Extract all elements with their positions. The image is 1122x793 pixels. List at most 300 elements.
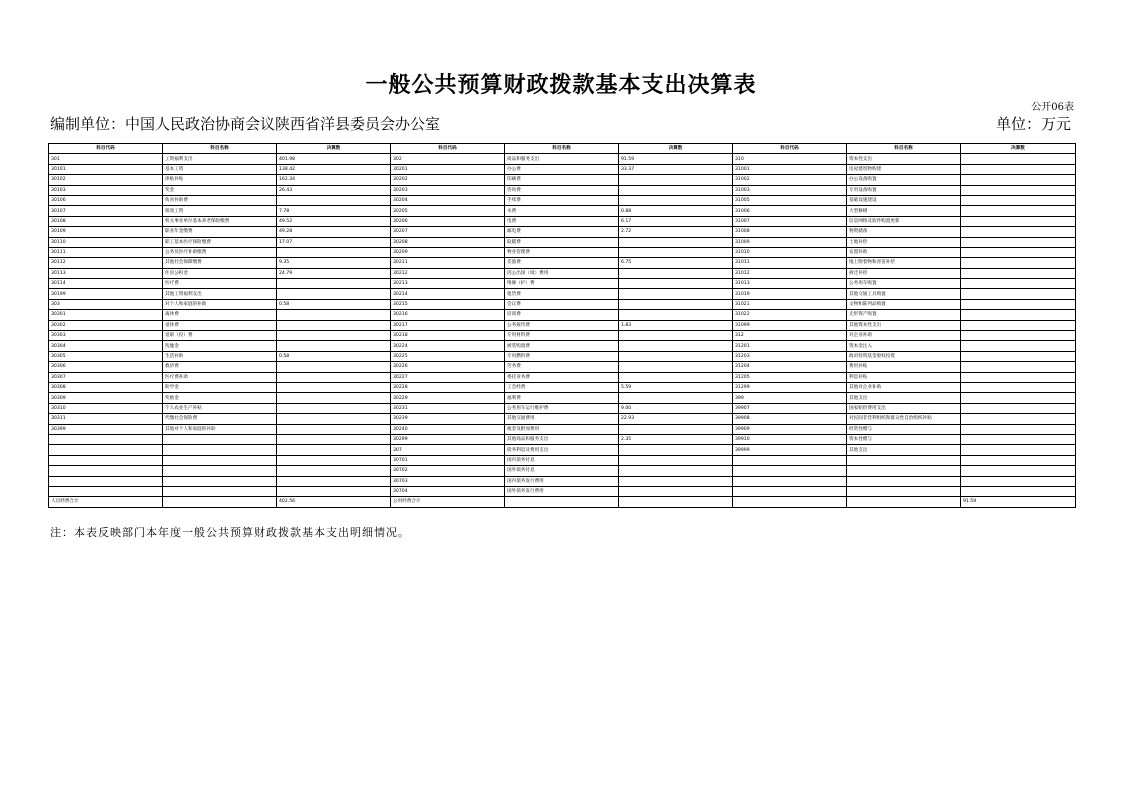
table-cell <box>619 299 733 309</box>
table-cell <box>163 455 277 465</box>
table-cell: 30309 <box>49 393 163 403</box>
table-cell: 39909 <box>733 424 847 434</box>
table-cell: 30110 <box>49 237 163 247</box>
table-row <box>49 154 1076 164</box>
table-row <box>49 382 1076 392</box>
table-cell: 公务接待费 <box>505 320 619 330</box>
table-cell: 大型修缮 <box>847 206 961 216</box>
table-cell <box>961 372 1076 382</box>
table-cell: 水费 <box>505 206 619 216</box>
table-cell: 办公设备购置 <box>847 175 961 185</box>
table-row <box>49 268 1076 278</box>
table-cell: 30226 <box>391 362 505 372</box>
table-cell: 文物和陈列品购置 <box>847 299 961 309</box>
table-cell <box>961 237 1076 247</box>
table-cell: 31008 <box>733 227 847 237</box>
table-row <box>49 227 1076 237</box>
table-cell: 6.75 <box>619 258 733 268</box>
table-cell: 5.59 <box>619 382 733 392</box>
table-cell: 国内债务付息 <box>505 455 619 465</box>
table-cell <box>961 258 1076 268</box>
table-cell: 政府投资基金股权投资 <box>847 351 961 361</box>
table-cell: 2.72 <box>619 227 733 237</box>
table-cell: 维修（护）费 <box>505 279 619 289</box>
table-cell: 30101 <box>49 164 163 174</box>
table-cell: 0.58 <box>277 351 391 361</box>
table-cell: 9.35 <box>277 258 391 268</box>
table-cell: 30205 <box>391 206 505 216</box>
table-cell <box>619 289 733 299</box>
table-row <box>49 434 1076 444</box>
table-cell <box>961 414 1076 424</box>
table-row <box>49 486 1076 496</box>
table-cell: 30202 <box>391 175 505 185</box>
table-cell: 31013 <box>733 279 847 289</box>
table-cell: 绩效工资 <box>163 206 277 216</box>
table-cell: 电费 <box>505 216 619 226</box>
table-cell: 30307 <box>49 372 163 382</box>
table-cell <box>733 497 847 507</box>
table-cell: 303 <box>49 299 163 309</box>
column-header: 科目名称 <box>163 144 277 154</box>
column-header: 科目代码 <box>49 144 163 154</box>
table-cell <box>961 455 1076 465</box>
table-cell <box>619 247 733 257</box>
table-cell <box>277 455 391 465</box>
table-cell: 其他资本性支出 <box>847 320 961 330</box>
table-cell <box>277 466 391 476</box>
table-cell: 办公费 <box>505 164 619 174</box>
table-cell: 30211 <box>391 258 505 268</box>
table-cell: 专用材料费 <box>505 331 619 341</box>
table-cell: 30107 <box>49 206 163 216</box>
table-cell: 资本金注入 <box>847 341 961 351</box>
table-cell <box>163 486 277 496</box>
table-cell <box>961 206 1076 216</box>
table-cell: 债务利息及费用支出 <box>505 445 619 455</box>
expenditure-table <box>48 143 1076 508</box>
table-cell <box>961 424 1076 434</box>
table-cell: 30109 <box>49 227 163 237</box>
table-cell: 30311 <box>49 414 163 424</box>
table-cell: 402.56 <box>277 497 391 507</box>
table-cell: 公用经费合计 <box>391 497 505 507</box>
table-cell: 离休费 <box>163 310 277 320</box>
table-cell <box>277 382 391 392</box>
table-cell <box>277 341 391 351</box>
table-cell: 30302 <box>49 320 163 330</box>
table-cell <box>277 279 391 289</box>
table-cell <box>733 476 847 486</box>
table-cell: 税金及附加费用 <box>505 424 619 434</box>
table-cell <box>277 434 391 444</box>
table-cell: 310 <box>733 154 847 164</box>
table-cell: 30310 <box>49 403 163 413</box>
table-cell <box>619 341 733 351</box>
table-cell: 邮电费 <box>505 227 619 237</box>
table-cell: 其他社会保障缴费 <box>163 258 277 268</box>
table-cell: 资本性支出 <box>847 154 961 164</box>
table-cell <box>619 331 733 341</box>
table-cell: 其他商品和服务支出 <box>505 434 619 444</box>
table-cell: 助学金 <box>163 382 277 392</box>
table-cell: 其他工资福利支出 <box>163 289 277 299</box>
table-cell: 39910 <box>733 434 847 444</box>
table-row <box>49 362 1076 372</box>
table-cell <box>961 299 1076 309</box>
table-cell: 91.59 <box>619 154 733 164</box>
table-cell <box>961 195 1076 205</box>
reporting-unit: 编制单位：中国人民政治协商会议陕西省洋县委员会办公室 <box>50 115 441 133</box>
table-body <box>49 154 1076 507</box>
table-cell: 其他支出 <box>847 445 961 455</box>
column-header: 科目名称 <box>847 144 961 154</box>
table-cell: 印刷费 <box>505 175 619 185</box>
table-cell <box>961 434 1076 444</box>
table-cell: 30206 <box>391 216 505 226</box>
table-row <box>49 299 1076 309</box>
table-cell <box>163 445 277 455</box>
table-cell: 奖金 <box>163 185 277 195</box>
table-row <box>49 455 1076 465</box>
table-cell: 30228 <box>391 382 505 392</box>
table-cell: 手续费 <box>505 195 619 205</box>
table-cell <box>619 268 733 278</box>
table-cell: 基础设施建设 <box>847 195 961 205</box>
table-cell: 国家赔偿费用支出 <box>847 403 961 413</box>
table-cell: 31012 <box>733 268 847 278</box>
table-cell: 31006 <box>733 206 847 216</box>
table-cell <box>961 351 1076 361</box>
table-cell: 7.78 <box>277 206 391 216</box>
table-cell: 138.42 <box>277 164 391 174</box>
table-cell: 31007 <box>733 216 847 226</box>
table-cell: 30703 <box>391 476 505 486</box>
table-cell: 救济费 <box>163 362 277 372</box>
table-cell <box>847 476 961 486</box>
table-cell: 30224 <box>391 341 505 351</box>
table-cell: 其他对个人和家庭的补助 <box>163 424 277 434</box>
table-cell: 24.79 <box>277 268 391 278</box>
table-cell: 30308 <box>49 382 163 392</box>
table-row <box>49 445 1076 455</box>
table-cell <box>619 351 733 361</box>
table-cell <box>733 466 847 476</box>
table-cell <box>505 497 619 507</box>
table-cell: 33.37 <box>619 164 733 174</box>
table-cell: 医疗费 <box>163 279 277 289</box>
table-cell <box>49 434 163 444</box>
table-cell <box>961 310 1076 320</box>
table-cell: 房屋建筑物购建 <box>847 164 961 174</box>
table-cell: 物资储备 <box>847 227 961 237</box>
table-cell: 职业年金缴费 <box>163 227 277 237</box>
table-cell <box>619 279 733 289</box>
table-cell <box>619 185 733 195</box>
table-cell: 经常性赠与 <box>847 424 961 434</box>
table-cell: 0.88 <box>619 206 733 216</box>
table-cell: 专用燃料费 <box>505 351 619 361</box>
table-cell: 津贴补贴 <box>163 175 277 185</box>
table-cell <box>961 164 1076 174</box>
table-cell <box>961 382 1076 392</box>
table-cell <box>277 393 391 403</box>
table-cell: 31099 <box>733 320 847 330</box>
table-cell <box>619 445 733 455</box>
table-cell: 91.59 <box>961 497 1076 507</box>
table-cell: 奖励金 <box>163 393 277 403</box>
table-cell: 租赁费 <box>505 289 619 299</box>
table-row <box>49 476 1076 486</box>
table-cell: 30103 <box>49 185 163 195</box>
table-cell: 30227 <box>391 372 505 382</box>
table-row <box>49 466 1076 476</box>
table-cell: 30204 <box>391 195 505 205</box>
table-cell <box>961 279 1076 289</box>
table-cell: 31001 <box>733 164 847 174</box>
table-cell: 其他交通工具购置 <box>847 289 961 299</box>
table-cell: 安置补助 <box>847 247 961 257</box>
table-cell: 劳务费 <box>505 362 619 372</box>
currency-unit: 单位：万元 <box>995 115 1071 133</box>
table-cell: 39907 <box>733 403 847 413</box>
column-header: 科目名称 <box>505 144 619 154</box>
table-cell: 工会经费 <box>505 382 619 392</box>
table-cell: 30112 <box>49 258 163 268</box>
table-row <box>49 310 1076 320</box>
table-cell <box>961 320 1076 330</box>
table-cell: 30701 <box>391 455 505 465</box>
table-cell: 30113 <box>49 268 163 278</box>
footnote: 注：本表反映部门本年度一般公共预算财政拨款基本支出明细情况。 <box>50 526 410 539</box>
column-header: 决算数 <box>277 144 391 154</box>
table-cell: 307 <box>391 445 505 455</box>
table-cell: 工资福利支出 <box>163 154 277 164</box>
table-cell <box>49 455 163 465</box>
table-row <box>49 164 1076 174</box>
table-cell: 专用设备购置 <box>847 185 961 195</box>
table-cell: 退职（役）费 <box>163 331 277 341</box>
table-cell: 30215 <box>391 299 505 309</box>
table-header-row <box>49 144 1076 154</box>
table-cell <box>961 185 1076 195</box>
table-cell: 30216 <box>391 310 505 320</box>
table-row <box>49 216 1076 226</box>
table-cell: 国外债务发行费用 <box>505 486 619 496</box>
table-row <box>49 414 1076 424</box>
table-row <box>49 341 1076 351</box>
column-header: 决算数 <box>619 144 733 154</box>
table-cell <box>619 466 733 476</box>
table-cell: 其他对企业补助 <box>847 382 961 392</box>
table-cell <box>961 216 1076 226</box>
table-cell: 对个人和家庭的补助 <box>163 299 277 309</box>
table-cell <box>277 403 391 413</box>
table-cell <box>49 486 163 496</box>
table-row <box>49 320 1076 330</box>
table-cell: 其他支出 <box>847 393 961 403</box>
table-cell <box>277 331 391 341</box>
table-cell <box>619 310 733 320</box>
table-cell: 31205 <box>733 372 847 382</box>
table-cell: 30207 <box>391 227 505 237</box>
totals-row <box>49 497 1076 507</box>
column-header: 决算数 <box>961 144 1076 154</box>
table-cell: 伙食补助费 <box>163 195 277 205</box>
table-cell: 26.43 <box>277 185 391 195</box>
table-cell <box>619 237 733 247</box>
table-cell <box>961 393 1076 403</box>
table-cell: 无形资产购置 <box>847 310 961 320</box>
table-row <box>49 195 1076 205</box>
table-cell: 30218 <box>391 331 505 341</box>
table-cell: 公务员医疗补助缴费 <box>163 247 277 257</box>
table-cell: 30214 <box>391 289 505 299</box>
table-cell <box>619 372 733 382</box>
table-cell: 30303 <box>49 331 163 341</box>
table-cell: 拆迁补偿 <box>847 268 961 278</box>
form-number: 公开06表 <box>1031 102 1074 113</box>
table-cell: 30212 <box>391 268 505 278</box>
table-cell <box>961 247 1076 257</box>
table-cell: 31005 <box>733 195 847 205</box>
table-cell <box>847 466 961 476</box>
table-cell: 30201 <box>391 164 505 174</box>
table-cell: 301 <box>49 154 163 164</box>
table-cell: 31019 <box>733 289 847 299</box>
table-cell: 31201 <box>733 341 847 351</box>
table-cell <box>961 175 1076 185</box>
table-cell <box>619 455 733 465</box>
table-cell: 31204 <box>733 362 847 372</box>
table-cell <box>619 175 733 185</box>
table-cell <box>619 362 733 372</box>
table-cell: 30306 <box>49 362 163 372</box>
table-cell: 30229 <box>391 393 505 403</box>
page-title: 一般公共预算财政拨款基本支出决算表 <box>365 72 757 98</box>
table-row <box>49 185 1076 195</box>
table-row <box>49 331 1076 341</box>
table-cell: 31003 <box>733 185 847 195</box>
table-cell <box>961 227 1076 237</box>
table-cell: 人员经费合计 <box>49 497 163 507</box>
table-cell: 住房公积金 <box>163 268 277 278</box>
table-cell: 对民间非营利组织和群众性自治组织补贴 <box>847 414 961 424</box>
table-cell <box>163 497 277 507</box>
table-cell <box>163 434 277 444</box>
table-cell <box>277 476 391 486</box>
table-cell: 30240 <box>391 424 505 434</box>
table-cell <box>277 362 391 372</box>
table-cell <box>961 403 1076 413</box>
table-cell: 利息补贴 <box>847 372 961 382</box>
table-cell: 医疗费补助 <box>163 372 277 382</box>
table-cell: 30225 <box>391 351 505 361</box>
table-cell: 30217 <box>391 320 505 330</box>
table-row <box>49 279 1076 289</box>
table-row <box>49 424 1076 434</box>
table-row <box>49 351 1076 361</box>
table-cell: 生活补助 <box>163 351 277 361</box>
table-cell: 信息网络及软件购置更新 <box>847 216 961 226</box>
table-cell <box>277 247 391 257</box>
table-cell: 费用补贴 <box>847 362 961 372</box>
table-cell: 会议费 <box>505 299 619 309</box>
column-header: 科目代码 <box>391 144 505 154</box>
table-row <box>49 247 1076 257</box>
table-cell <box>961 362 1076 372</box>
table-cell: 被装购置费 <box>505 341 619 351</box>
table-cell: 地上附着物和青苗补偿 <box>847 258 961 268</box>
table-cell: 30209 <box>391 247 505 257</box>
table-cell: 30305 <box>49 351 163 361</box>
table-cell <box>961 486 1076 496</box>
table-cell: 162.34 <box>277 175 391 185</box>
table-cell: 物业管理费 <box>505 247 619 257</box>
table-cell: 1.83 <box>619 320 733 330</box>
table-cell: 31022 <box>733 310 847 320</box>
table-cell: 30108 <box>49 216 163 226</box>
table-cell <box>49 445 163 455</box>
table-cell <box>961 331 1076 341</box>
column-header: 科目代码 <box>733 144 847 154</box>
table-cell: 9.00 <box>619 403 733 413</box>
table-cell: 31002 <box>733 175 847 185</box>
table-cell: 39908 <box>733 414 847 424</box>
table-cell: 公务用车购置 <box>847 279 961 289</box>
table-cell: 31021 <box>733 299 847 309</box>
table-cell: 17.07 <box>277 237 391 247</box>
table-cell: 咨询费 <box>505 185 619 195</box>
table-cell <box>619 486 733 496</box>
table-row <box>49 237 1076 247</box>
table-cell: 30301 <box>49 310 163 320</box>
table-cell: 31299 <box>733 382 847 392</box>
table-cell: 31203 <box>733 351 847 361</box>
table-cell: 312 <box>733 331 847 341</box>
table-cell: 土地补偿 <box>847 237 961 247</box>
table-cell: 对企业补助 <box>847 331 961 341</box>
table-cell: 49.52 <box>277 216 391 226</box>
table-cell <box>961 466 1076 476</box>
table-cell <box>277 310 391 320</box>
table-cell: 399 <box>733 393 847 403</box>
table-row <box>49 393 1076 403</box>
table-cell: 职工基本医疗保险缴费 <box>163 237 277 247</box>
table-cell: 30199 <box>49 289 163 299</box>
table-cell: 30231 <box>391 403 505 413</box>
table-cell <box>277 424 391 434</box>
table-cell <box>733 455 847 465</box>
table-cell <box>733 486 847 496</box>
table-cell: 差旅费 <box>505 258 619 268</box>
table-cell: 培训费 <box>505 310 619 320</box>
table-cell: 因公出国（境）费用 <box>505 268 619 278</box>
table-cell <box>961 476 1076 486</box>
table-cell <box>163 476 277 486</box>
table-cell: 取暖费 <box>505 237 619 247</box>
table-cell <box>277 289 391 299</box>
table-cell: 福利费 <box>505 393 619 403</box>
table-cell: 30704 <box>391 486 505 496</box>
table-cell: 个人农业生产补贴 <box>163 403 277 413</box>
table-cell: 30102 <box>49 175 163 185</box>
table-cell: 30111 <box>49 247 163 257</box>
table-cell: 30203 <box>391 185 505 195</box>
table-cell: 退休费 <box>163 320 277 330</box>
table-cell: 30114 <box>49 279 163 289</box>
table-cell: 302 <box>391 154 505 164</box>
